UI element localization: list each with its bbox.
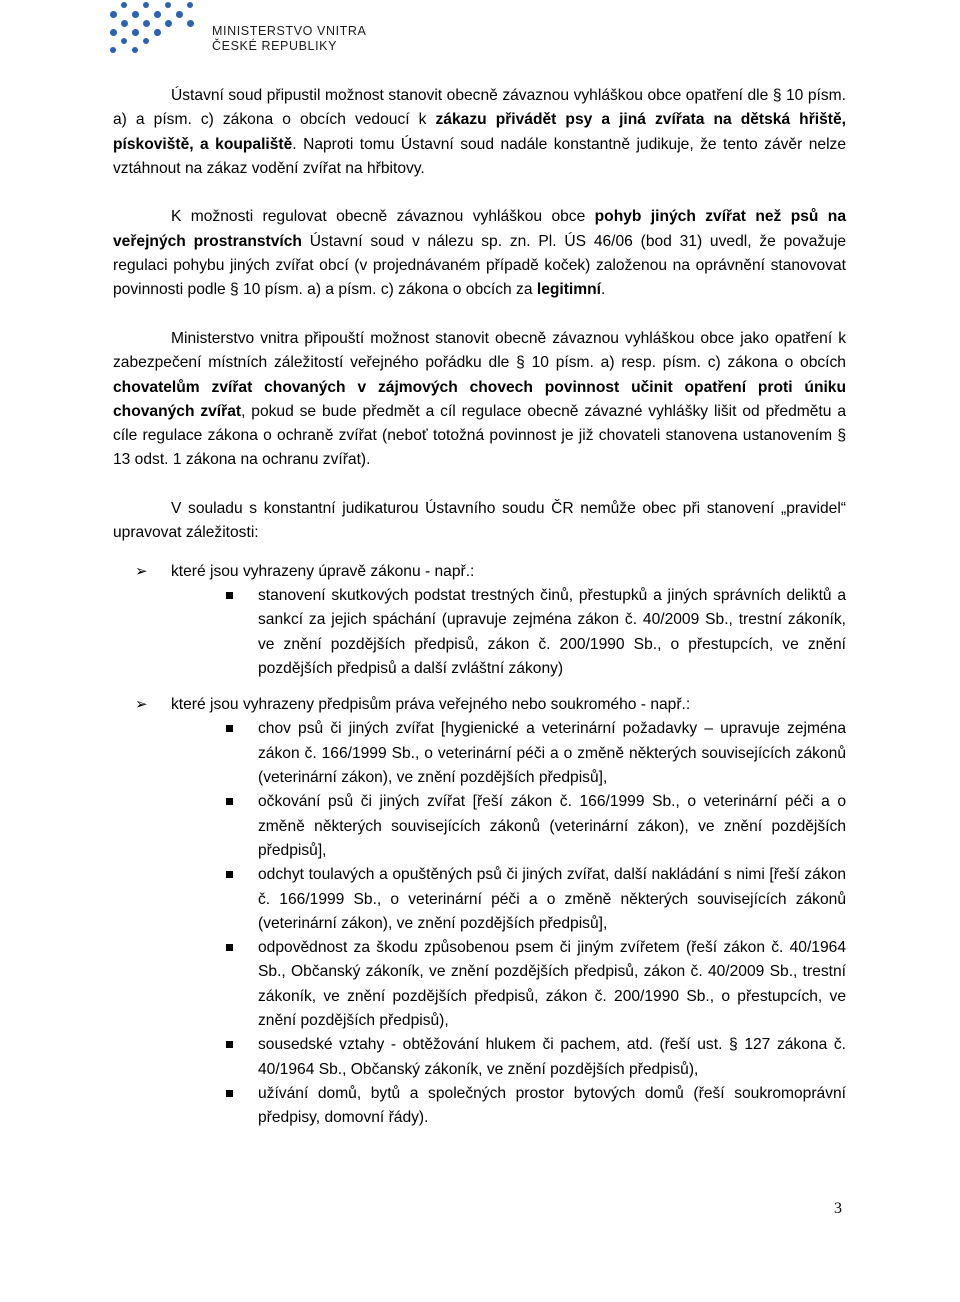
logo-line-1: MINISTERSTVO VNITRA — [212, 24, 367, 38]
sub-list-item-text: stanovení skutkových podstat trestných činů, přestupků a jiných správních deliktů a sankcí za jejich spáchání (upravuje zejména zákon č. 40/2009 Sb., trestní zákoník, ve znění pozdějších předpisů, zákon č. 200/1990 Sb., o přestupcích, ve znění pozdějších předpisů a další zvláštní zákony) — [258, 586, 846, 677]
paragraph-3 — [113, 327, 846, 473]
square-bullet-icon — [226, 1041, 233, 1048]
sub-list-item — [113, 936, 846, 1033]
bold-span: pohyb jiných zvířat než psů na veřejných prostranstvích — [113, 208, 846, 250]
sub-list-item-text: chov psů či jiných zvířat [hygienické a veterinární požadavky – upravuje zejména zákon č. 166/1999 Sb., o veterinární péči a o změně některých souvisejících zákonů (veterinární zákon), ve znění pozdějších předpisů], — [258, 720, 846, 787]
sub-list-item-text: užívání domů, bytů a společných prostor bytových domů (řeší soukromoprávní předpisy, domovní řády). — [258, 1084, 846, 1127]
square-bullet-icon — [226, 798, 233, 805]
sub-list-item — [113, 584, 846, 681]
logo-dot — [176, 11, 183, 18]
logo-dot — [187, 20, 194, 27]
sub-list-item-text: odpovědnost za škodu způsobenou psem či jiným zvířetem (řeší zákon č. 40/1964 Sb., Občanský zákoník, ve znění pozdějších předpisů, zákon č. 40/2009 Sb., trestní zákoník, ve znění pozdějších předpisů, zákon č. 200/1990 Sb., o přestupcích, ve znění pozdějších předpisů), — [258, 939, 846, 1029]
arrow-bullet-icon: ➢ — [135, 696, 148, 714]
paragraph-2 — [113, 205, 846, 302]
text-span: K možnosti regulovat obecně závaznou vyhláškou obce — [171, 208, 595, 226]
square-bullet-icon — [226, 592, 233, 599]
list-item — [113, 693, 846, 717]
logo-dot — [121, 20, 128, 27]
logo-dot — [121, 38, 127, 44]
logo-dot — [165, 20, 172, 27]
sub-list-item — [113, 1033, 846, 1082]
sub-list-item — [113, 717, 846, 790]
logo-dot — [143, 38, 149, 44]
logo-dot — [154, 11, 161, 18]
sub-list-item — [113, 1082, 846, 1131]
logo-dot — [132, 29, 139, 36]
text-span: Ústavní soud v nálezu sp. zn. Pl. ÚS 46/06 (bod 31) uvedl, že považuje regulaci pohybu jiných zvířat obcí (v projednávaném případě koček) založenou na oprávnění stanovovat povinnosti podle § 10 písm. a) a písm. c) zákona o obcích za — [113, 232, 846, 299]
logo-dot — [110, 47, 116, 53]
square-bullet-icon — [226, 871, 233, 878]
square-bullet-icon — [226, 1090, 233, 1097]
arrow-bullet-icon: ➢ — [135, 562, 148, 580]
square-bullet-icon — [226, 725, 233, 732]
bold-span: chovatelům zvířat chovaných v zájmových chovech povinnost učinit opatření proti úniku chovaných zvířat — [113, 378, 846, 420]
text-span: . Naproti tomu Ústavní soud nadále konstantně judikuje, že tento závěr nelze vztáhnout na zákaz vodění zvířat na hřbitovy. — [113, 135, 846, 177]
logo-dot — [110, 11, 117, 18]
sub-list-item-text: očkování psů či jiných zvířat [řeší zákon č. 166/1999 Sb., o veterinární péči a o změně některých souvisejících zákonů (veterinární zákon), ve znění pozdějších předpisů], — [258, 793, 846, 859]
text-span: Ministerstvo vnitra připouští možnost stanovit obecně závaznou vyhláškou obce jako opatření k zabezpečení místních záležitostí veřejného pořádku dle § 10 písm. a) resp. písm. c) zákona o obcích — [113, 329, 846, 372]
logo-dot — [132, 11, 139, 18]
sub-list-item-text: odchyt toulavých a opuštěných psů či jiných zvířat, další nakládání s nimi [řeší zákon č. 166/1999 Sb., o veterinární péči a o změně některých souvisejících zákonů (veterinární zákon), ve znění pozdějších předpisů], — [258, 866, 846, 932]
logo-dot — [187, 2, 193, 8]
sub-list-item — [113, 790, 846, 863]
square-bullet-icon — [226, 944, 233, 951]
logo-dot — [121, 2, 127, 8]
list-item-text: které jsou vyhrazeny úpravě zákonu - např.: — [171, 562, 475, 580]
sub-list-item-text: sousedské vztahy - obtěžování hlukem či pachem, atd. (řeší ust. § 127 zákona č. 40/1964 Sb., Občanský zákoník, ve znění pozdějších předpisů), — [258, 1036, 846, 1078]
page-number: 3 — [834, 1200, 842, 1217]
paragraph-4: V souladu s konstantní judikaturou Ústavního soudu ČR nemůže obec při stanovení „pravidel“ upravovat záležitosti: — [113, 500, 846, 542]
logo-dot — [110, 29, 117, 36]
sub-list-item — [113, 863, 846, 936]
logo-dot — [132, 47, 138, 53]
logo-dot — [165, 2, 171, 8]
list-item-text: které jsou vyhrazeny předpisům práva veřejného nebo soukromého - např.: — [171, 696, 691, 714]
text-span: Ústavní soud připustil možnost stanovit obecně závaznou vyhláškou obce opatření dle § 10 písm. a) a písm. c) zákona o obcích vedoucí k — [113, 87, 846, 129]
bold-span: zákazu přivádět psy a jiná zvířata na dětská hřiště, pískoviště, a koupaliště — [113, 111, 846, 153]
logo-text — [212, 24, 366, 54]
document-body — [113, 84, 846, 1130]
logo-dot-grid-icon — [110, 0, 200, 58]
logo-line-2: ČESKÉ REPUBLIKY — [212, 39, 338, 53]
text-span: , pokud se bude předmět a cíl regulace obecně závazné vyhlášky lišit od předmětu a cíle regulace zákona o ochraně zvířat (neboť totožná povinnost je již chovateli stanovena ustanovením § 13 odst. 1 zákona na ochranu zvířat). — [113, 402, 846, 469]
text-span: . — [600, 281, 606, 299]
logo-dot — [154, 29, 161, 36]
paragraph-1 — [113, 84, 846, 181]
list-item — [113, 560, 846, 584]
bold-span: legitimní — [536, 281, 601, 299]
logo-dot — [143, 2, 149, 8]
ministry-logo — [110, 0, 370, 60]
logo-dot — [143, 20, 150, 27]
